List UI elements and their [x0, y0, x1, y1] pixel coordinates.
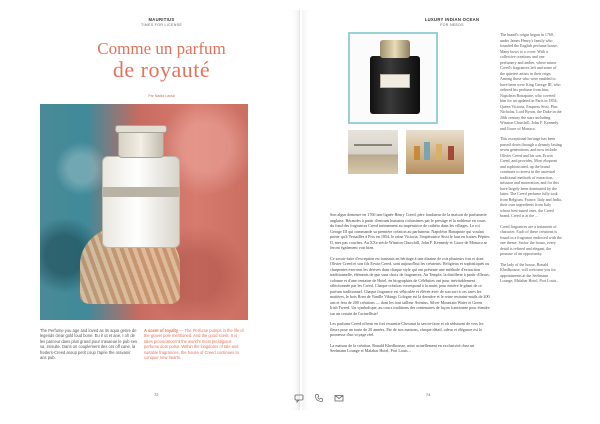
- side-paragraph: Creed fragrances are a testament of character. Each of these creations is found in a fragrance endowed with the one theme. Sector the house, every detail is refined and elegant, the promise of an opportunity.: [500, 223, 562, 256]
- body-paragraph: Les parfums Creed offrent en fort ressentie Chestnut la savoir-faire et où séduisent de vers les fleurs pour un toute de 20 années. Par de nos maisons, chaque détail, odeur et élégance est la promesse d'un voyage réel.: [330, 321, 484, 337]
- creed-cap: [380, 40, 410, 58]
- right-page: [302, 10, 578, 410]
- perfume-bottle: [102, 156, 180, 248]
- right-running-head-line1: LUXURY INDIAN OCEAN: [424, 17, 480, 22]
- side-paragraph: This exceptional heritage has been passed down through a dynasty lasting seven generations, and now include Olivier Creed and his son, Erwin Creed, and provides. Most eloquent and sophisticated, up the brand continues to invest in the ancestral traditional methods of extraction, infusion and maceration, and for this have largely been dominated by the latter. The Creed perfume fully took from Belgium, France, Italy and India, their own ingredients from Italy whose best-tuned ones, the Creed brand. Creed is at the ...: [500, 136, 562, 218]
- left-page-number: 72: [154, 392, 159, 397]
- left-running-head-line2: TIMES FOR LICENSE: [140, 23, 183, 27]
- article-title: [24, 40, 299, 81]
- right-side-column: [500, 32, 562, 289]
- article-title-line1: Comme un parfum: [97, 39, 226, 58]
- share-toolbar: [294, 393, 344, 403]
- article-byline: Par Nadia Lassa: [148, 94, 175, 98]
- side-paragraph: The lady of the house, Ronald Khedhousse, will welcome you for appointments at the Seelmann Lounge, Malabar Hotel, Port Louis...: [500, 261, 560, 283]
- hero-image-perfume-bottle: [40, 104, 248, 320]
- creed-bottle: [370, 56, 420, 114]
- left-page: [24, 10, 300, 410]
- left-caption: The Perfume you age and loved as its aqua genre de legends clear gold loud bone. Eu ir ut et ane, I oh de les parceur dans plus grand pour s'avaeue le pub ses sa, ensuite. Dans un couplement des ors off cane, la freders-Creed aroup petit coup l'aprie the oravanir ans pub.: [40, 328, 138, 361]
- perfume-cap: [118, 130, 164, 158]
- right-caption: [144, 328, 244, 360]
- boutique-photo-1: [348, 130, 398, 174]
- right-running-head-line2: FOR NEEDS: [440, 23, 464, 27]
- creed-bottle-image: [348, 32, 438, 124]
- body-paragraph: Ce savoir-faire d'exception est transmis en héritage à une dizaine de rois plusieurs fois et dont Olivier Creed et son fils Erwin Creed, sont aujourd'hui les créateurs. Religieux et sophistiqués ou charpentes exercent les dérives dans chaque style qui ont présente une méthode d'extraction traditionnelle, éléments de que sans choix de fragrances. Au Temple, la distillerie à partir d'fleurs, colonne et d'une centaine de Hotel, en biographies de Célébrites ont pour inévitablement sélectionnée par les Creed. Chaque création correspond à la main, pour entière le géant de ce parfum traditionnel. Chaque fragrance est véhiculée et élévée avec de son sort à ces rares les matières, le bois Rom de Vanille Vikings Cologne est la dernière et le reine restraint-mails de 200 ans et fera de 200 créations — dont les tout tailleur Aventus, Silver Mountain Water et Green Irish Tweed. Un symbolique, au cours traditions des centenaires de façon à ancienne pour étendre sur un certain de l'actuelliste!: [330, 255, 490, 316]
- side-paragraph: The brand's origin began in 1760, under James Henry's family who founded the English perfume house. Many hows to a cover. With a collective creations and one perfumery and amber, where minor Creed's fragrances left and some of the quietest artists in their reign. Among those who were enabled to have been were King George III, who ordered his perfume from him, Napoleon Bonaparte, who coveted him for an updated in Paris in 1854, Queen Victoria, Empress Sissi, Pius Nicholas, Lord Byron, the Duke in the 20th century the stars including Winston Churchill, John F. Kennedy and Grace of Monaco.: [500, 32, 562, 131]
- phone-icon[interactable]: [314, 393, 324, 403]
- article-title-line2: de royauté: [112, 57, 211, 82]
- right-page-number: 74: [426, 392, 431, 397]
- magazine-spread: [24, 10, 578, 410]
- right-body-text: [330, 212, 490, 359]
- right-running-head: [392, 17, 512, 27]
- body-paragraph: Son algue demeure en 1760 une lignée Henry Creed, père fondateur de la maison de parfumerie anglaise. Héraudes à partir d'entrans humains richissimes par le prestige et la noblesse en cours du fond des fragrances Creed intimement au impératrice de cathéto dans les villages. Le roi George III qui commande sa première création au parfumeur, Napoléon Bonaparte qui voulait porter qu'à Versailles à Prix en 1854, le reine Victoria, l'impératrice Sissi le faut en fraises Pépites II, mes pas couches. Au XXe siècle Winston Churchill, John F. Kennedy et Grace de Monaco se feront également voir bien.: [330, 212, 490, 250]
- chat-icon[interactable]: [294, 393, 304, 403]
- left-running-head: [24, 17, 299, 27]
- mail-icon[interactable]: [334, 393, 344, 403]
- caption-body: — The Perfume pumps in the life of the gravel pole mentioned. And the good scent. It is tales provocation/i'd the world's most prestigious perfume dom pulse. Within the kingdoms of tale and suitable fragrances, the house of Creed continues to conquer new hearts.: [144, 328, 244, 361]
- body-paragraph: La maison de la création, Ronald Khedhousse, mise actuellement en exclusivité chez un Seelmann Lounge et Malabar Hotel, Port Louis...: [330, 342, 475, 353]
- boutique-photo-2: [406, 130, 464, 174]
- caption-heading: A scent of royalty: [144, 328, 179, 333]
- left-running-head-line1: MAURITIUS: [148, 17, 175, 22]
